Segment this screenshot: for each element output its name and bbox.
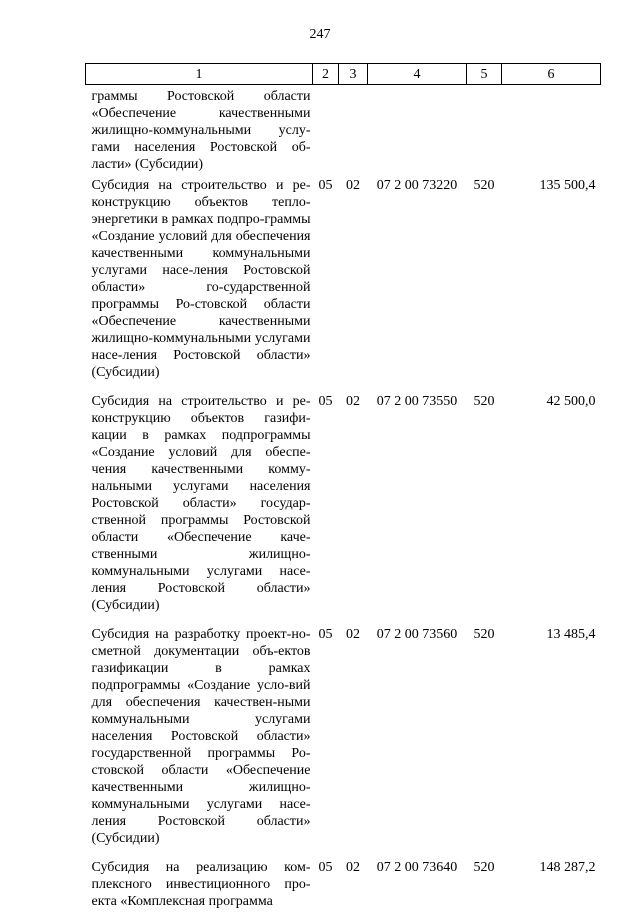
row-name-text: Субсидия на реализацию ком-плексного инвестиционного про-екта «Комплексная программа [91, 860, 311, 909]
header-col-5: 5 [467, 64, 502, 85]
row-pr-cell: 02 [346, 860, 360, 875]
table-row [86, 85, 601, 174]
row-sum-cell [502, 85, 601, 174]
row-sum-cell: 148 287,2 [539, 860, 596, 875]
row-pr-cell [339, 85, 368, 174]
row-rz-cell: 05 [318, 394, 333, 409]
row-name-cell [86, 389, 313, 622]
row-rz-cell: 05 [318, 178, 333, 193]
row-name-text: Субсидия на строительство и ре-конструкцию объектов тепло-энергетики в рамках подпро-граммы «Создание условий для обеспечения качественными коммунальными услугами насе-ления Ростовской области» го-сударственной программы Ро-стовской области «Обеспечение качественными жилищно-коммунальными услугами насе-ления Ростовской области» (Субсидии) [91, 178, 311, 380]
header-row [86, 64, 601, 85]
row-csr-cell [368, 85, 467, 174]
budget-table [85, 63, 601, 918]
row-name-cell [86, 173, 313, 389]
row-rz-cell: 05 [318, 860, 333, 875]
page-number: 247 [309, 27, 331, 42]
row-name-text: Субсидия на разработку проект-но-сметной документации объ-ектов газификации в рамках подпрограммы «Создание усло-вий для обеспечения качествен-ными коммунальными услугами населения Ростовской области» государственной программы Ро-стовской области «Обеспечение качественными жилищно-коммунальными услугами насе-ления Ростовской области» (Субсидии) [91, 627, 311, 846]
table-row [86, 622, 601, 855]
header-col-2: 2 [313, 64, 339, 85]
row-pr-cell: 02 [346, 627, 360, 642]
row-name-text: граммы Ростовской области «Обеспечение качественными жилищно-коммунальными услу-гами населения Ростовской об-ласти» (Субсидии) [91, 89, 311, 172]
row-csr-cell: 07 2 00 73560 [376, 627, 458, 642]
row-name-cell [86, 855, 313, 918]
row-vr-cell: 520 [473, 860, 495, 875]
row-sum-cell: 135 500,4 [539, 178, 596, 193]
row-csr-cell: 07 2 00 73640 [376, 860, 458, 875]
header-col-3: 3 [339, 64, 368, 85]
table-row [86, 173, 601, 389]
row-vr-cell: 520 [473, 178, 495, 193]
row-csr-cell: 07 2 00 73220 [376, 178, 458, 193]
row-name-cell [86, 85, 313, 174]
row-name-cell [86, 622, 313, 855]
row-vr-cell: 520 [473, 394, 495, 409]
row-pr-cell: 02 [346, 394, 360, 409]
row-sum-cell: 13 485,4 [546, 627, 596, 642]
header-col-4: 4 [368, 64, 467, 85]
row-name-text: Субсидия на строительство и ре-конструкцию объектов газифи-кации в рамках подпрограммы «Создание условий для обеспе-чения качественными комму-нальными услугами населения Ростовской области» государ-ственной программы Ростовской области «Обеспечение каче-ственными жилищно-коммунальными услугами насе-ления Ростовской области» (Субсидии) [91, 394, 311, 613]
table-row [86, 389, 601, 622]
row-vr-cell [467, 85, 502, 174]
row-rz-cell [313, 85, 339, 174]
row-rz-cell: 05 [318, 627, 333, 642]
header-col-1: 1 [86, 64, 313, 85]
row-sum-cell: 42 500,0 [546, 394, 596, 409]
row-vr-cell: 520 [473, 627, 495, 642]
row-pr-cell: 02 [346, 178, 360, 193]
header-col-6: 6 [502, 64, 601, 85]
row-csr-cell: 07 2 00 73550 [376, 394, 458, 409]
table-row [86, 855, 601, 918]
